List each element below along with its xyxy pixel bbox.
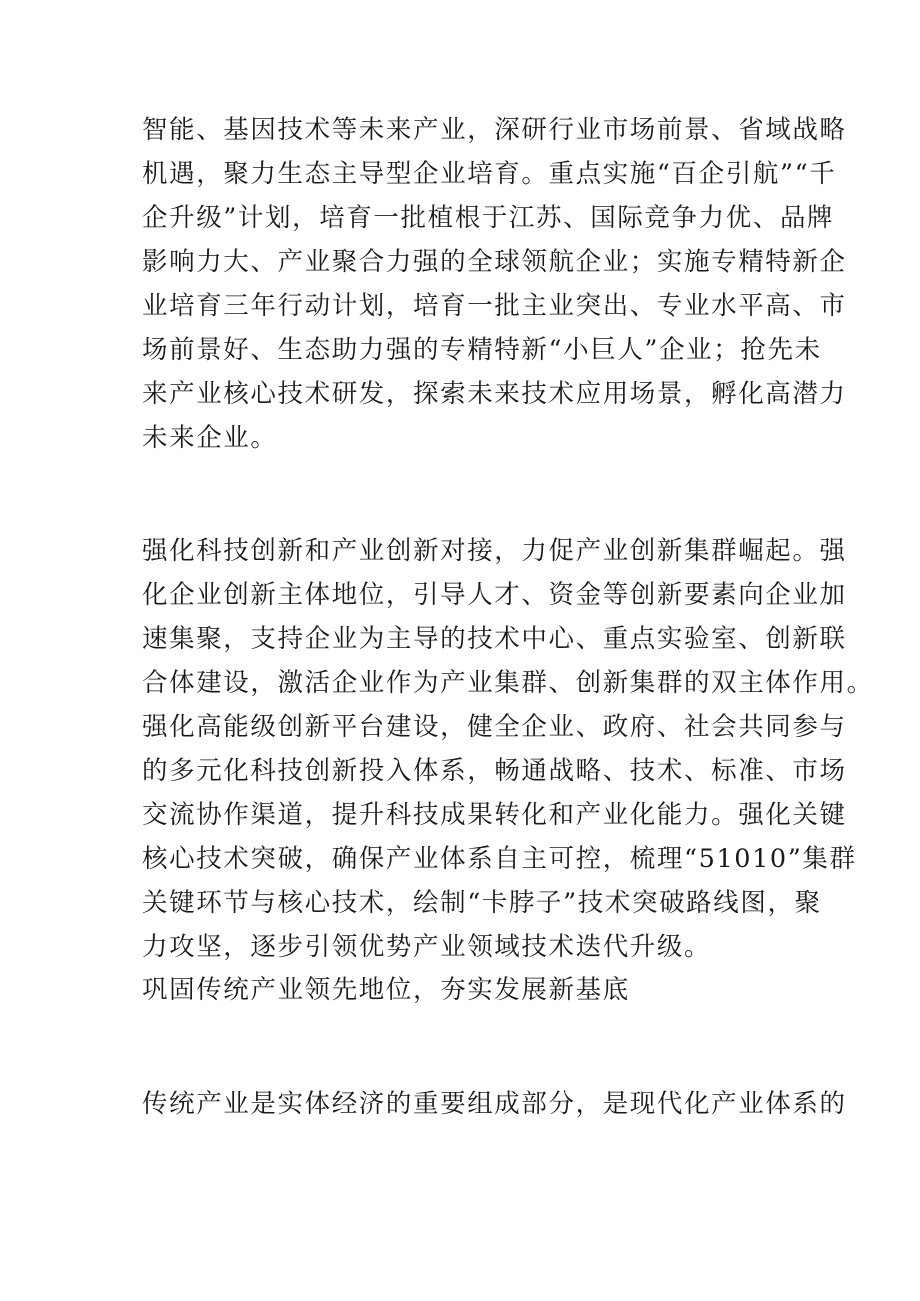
paragraph-2-line: 的多元化科技创新投入体系，畅通战略、技术、标准、市场 [142, 756, 847, 786]
paragraph-2-line: 核心技术突破，确保产业体系自主可控，梳理“51010”集群 [142, 844, 857, 874]
paragraph-1-line: 业培育三年行动计划，培育一批主业突出、专业水平高、市 [142, 291, 847, 321]
paragraph-2-line: 速集聚，支持企业为主导的技术中心、重点实验室、创新联 [142, 624, 847, 654]
paragraph-1-line: 智能、基因技术等未来产业，深研行业市场前景、省域战略 [142, 115, 847, 145]
paragraph-2-line: 力攻坚，逐步引领优势产业领域技术迭代升级。 [142, 932, 712, 962]
paragraph-1-line: 未来企业。 [142, 423, 278, 453]
paragraph-1-line: 场前景好、生态助力强的专精特新“小巨人”企业；抢先未 [142, 335, 822, 365]
paragraph-2-line: 关键环节与核心技术，绘制“卡脖子”技术突破路线图，聚 [142, 888, 822, 918]
paragraph-1-line: 来产业核心技术研发，探索未来技术应用场景，孵化高潜力 [142, 379, 847, 409]
paragraph-2-line: 强化高能级创新平台建设，健全企业、政府、社会共同参与 [142, 712, 847, 742]
paragraph-3-line: 传统产业是实体经济的重要组成部分，是现代化产业体系的 [142, 1089, 847, 1119]
paragraph-2-line: 强化科技创新和产业创新对接，力促产业创新集群崛起。强 [142, 536, 847, 566]
paragraph-1-line: 影响力大、产业聚合力强的全球领航企业；实施专精特新企 [142, 247, 847, 277]
section-heading: 巩固传统产业领先地位，夯实发展新基底 [142, 975, 630, 1005]
paragraph-2-line: 合体建设，激活企业作为产业集群、创新集群的双主体作用。 [142, 668, 874, 698]
paragraph-2-line: 交流协作渠道，提升科技成果转化和产业化能力。强化关键 [142, 800, 847, 830]
paragraph-1-line: 机遇，聚力生态主导型企业培育。重点实施“百企引航”“千 [142, 159, 837, 189]
paragraph-1-line: 企升级”计划，培育一批植根于江苏、国际竞争力优、品牌 [142, 203, 835, 233]
paragraph-2-line: 化企业创新主体地位，引导人才、资金等创新要素向企业加 [142, 580, 847, 610]
